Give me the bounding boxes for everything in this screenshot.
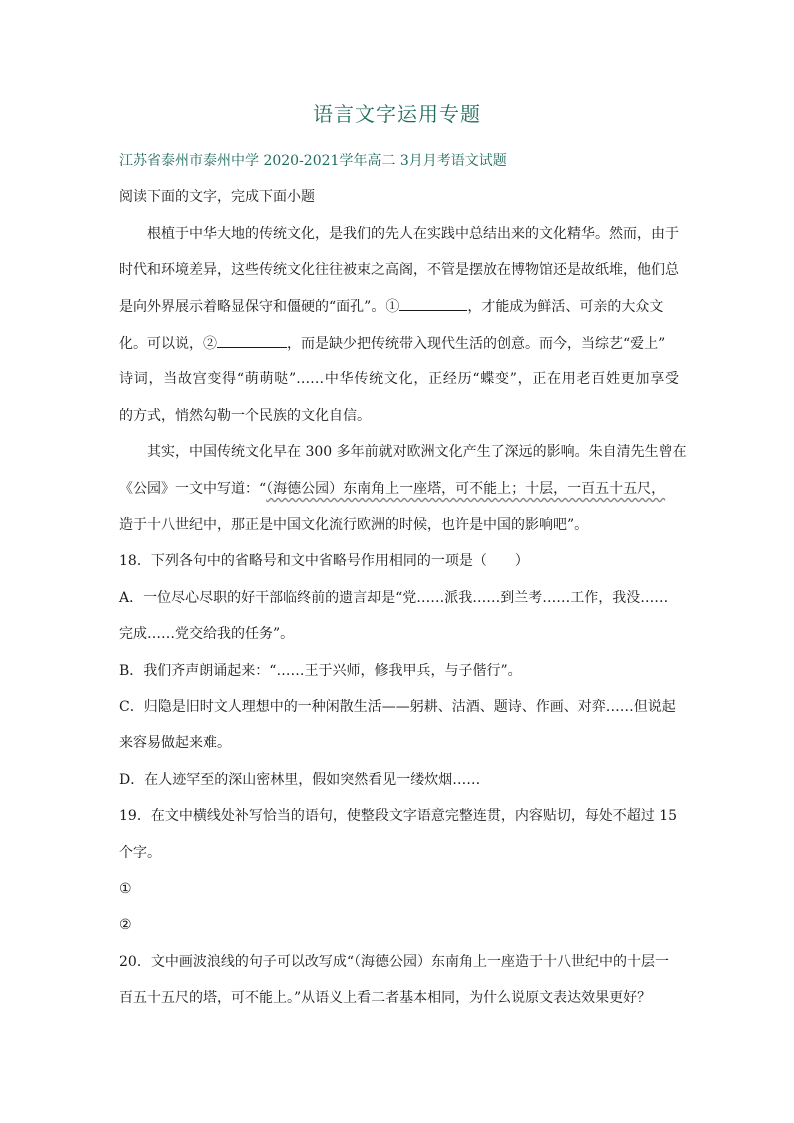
answer-blank-2 (217, 333, 287, 348)
page-title: 语言文字运用专题 (313, 102, 481, 126)
question-19-stem: 19．在文中横线处补写恰当的语句，使整段文字语意完整连贯，内容贴切，每处不超过 15 (119, 808, 678, 824)
question-19-answer-1: ① (119, 881, 132, 897)
question-20-stem-cont: 百五十五尺的塔，可不能上。”从语义上看二者基本相同，为什么说原文表达效果更好？ (119, 990, 652, 1006)
question-18-option-c-cont: 来容易做起来难。 (119, 735, 231, 751)
instruction: 阅读下面的文字，完成下面小题 (119, 189, 315, 205)
passage-p2-line2-text: 《公园》一文中写道：“（海德公园）东南角上一座塔，可不能上；十层，一百五十五尺， (119, 481, 666, 497)
question-18-option-b: B．我们齐声朗诵起来：“……王于兴师，修我甲兵，与子偕行”。 (119, 663, 522, 679)
passage-p1-line6: 的方式，悄然勾勒一个民族的文化自信。 (119, 408, 371, 424)
question-18-option-d: D．在人迹罕至的深山密林里，假如突然看见一缕炊烟…… (119, 772, 481, 788)
passage-p1-line4-text: 化。可以说，② (119, 336, 217, 352)
question-19-stem-cont: 个字。 (119, 845, 161, 861)
passage-p1-line2: 时代和环境差异，这些传统文化往往被束之高阁，不管是摆放在博物馆还是故纸堆，他们总 (119, 262, 679, 278)
question-20-stem: 20．文中画波浪线的句子可以改写成“（海德公园）东南角上一座造于十八世纪中的十层一 (119, 954, 669, 970)
passage-p2-line3: 造于十八世纪中，那正是中国文化流行欧洲的时候，也许是中国的影响吧”。 (119, 517, 589, 533)
passage-p1-line3-tail: ，才能成为鲜活、可亲的大众文 (467, 299, 664, 315)
passage-p1-line1: 根植于中华大地的传统文化，是我们的先人在实践中总结出来的文化精华。然而，由于 (147, 226, 679, 242)
passage-p2-line1: 其实，中国传统文化早在 300 多年前就对欧洲文化产生了深远的影响。朱自清先生曾在 (147, 444, 687, 460)
passage-p1-line3 (119, 296, 679, 317)
exam-source: 江苏省泰州市泰州中学 2020-2021学年高二 3月月考语文试题 (119, 153, 507, 169)
question-18-option-c: C．归隐是旧时文人理想中的一种闲散生活——躬耕、沽酒、题诗、作画、对弈……但说起 (119, 699, 676, 715)
question-18-option-a-cont: 完成……党交给我的任务”。 (119, 626, 295, 642)
question-19-answer-2: ② (119, 917, 132, 933)
passage-p1-line4 (119, 333, 679, 354)
passage-p1-line3-text: 是向外界展示着略显保守和僵硬的“面孔”。① (119, 299, 400, 315)
wavy-underlined-sentence: （海德公园）东南角上一座塔，可不能上；十层，一百五十五尺， (266, 481, 666, 497)
question-18-stem: 18．下列各句中的省略号和文中省略号作用相同的一项是（ ） (119, 553, 529, 569)
passage-p1-line4-tail: ，而是缺少把传统带入现代生活的创意。而今，当综艺“爱上” (287, 336, 666, 352)
passage-p1-line5: 诗词，当故宫变得“萌萌哒”……中华传统文化，正经历“蝶变”，正在用老百姓更加享受 (119, 371, 679, 387)
passage-p2-line2 (119, 479, 679, 499)
question-18-option-a: A．一位尽心尽职的好干部临终前的遗言却是“党……派我……到兰考……工作，我没…… (119, 590, 669, 606)
answer-blank-1 (399, 296, 467, 311)
